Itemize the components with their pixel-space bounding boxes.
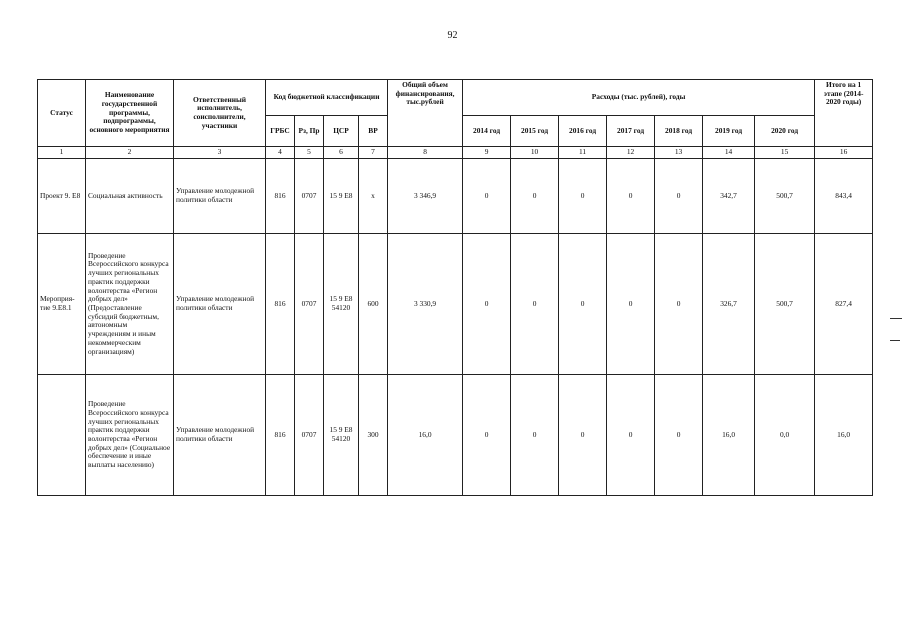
grbs-cell: 816 <box>266 234 295 375</box>
col-year-2018-header: 2018 год <box>655 116 703 147</box>
year-2018-cell: 0 <box>655 375 703 496</box>
year-2019-cell: 16,0 <box>703 375 755 496</box>
year-2020-cell: 0,0 <box>755 375 815 496</box>
budget-table <box>37 79 873 496</box>
year-2016-cell: 0 <box>559 159 607 234</box>
year-2019-cell: 326,7 <box>703 234 755 375</box>
itogo-cell: 16,0 <box>815 375 873 496</box>
col-budget-code-header: Код бюджетной классификации <box>266 80 388 116</box>
rzpr-cell: 0707 <box>295 234 324 375</box>
total-cell: 16,0 <box>388 375 463 496</box>
column-number: 14 <box>703 147 755 159</box>
col-itogo-header: Итого на 1 этапе (2014-2020 годы) <box>815 80 873 147</box>
year-2014-cell: 0 <box>463 375 511 496</box>
col-year-2017-header: 2017 год <box>607 116 655 147</box>
column-number: 9 <box>463 147 511 159</box>
total-cell: 3 330,9 <box>388 234 463 375</box>
column-number: 1 <box>38 147 86 159</box>
responsible-cell: Управление молодежной политики области <box>174 159 266 234</box>
column-number: 16 <box>815 147 873 159</box>
column-number: 8 <box>388 147 463 159</box>
year-2016-cell: 0 <box>559 234 607 375</box>
col-name-header: Наименование государственной программы, подпрограммы, основного мероприятия <box>86 80 174 147</box>
page-number: 92 <box>447 30 458 41</box>
responsible-cell: Управление молодежной политики области <box>174 234 266 375</box>
vr-cell: 600 <box>359 234 388 375</box>
csr-cell: 15 9 Е8 54120 <box>324 234 359 375</box>
column-number-row <box>38 147 873 159</box>
itogo-cell: 843,4 <box>815 159 873 234</box>
responsible-cell: Управление молодежной политики области <box>174 375 266 496</box>
header-row-1 <box>38 80 873 116</box>
column-number: 13 <box>655 147 703 159</box>
year-2016-cell: 0 <box>559 375 607 496</box>
rzpr-cell: 0707 <box>295 375 324 496</box>
year-2015-cell: 0 <box>511 375 559 496</box>
column-number: 4 <box>266 147 295 159</box>
grbs-cell: 816 <box>266 375 295 496</box>
status-cell: Мероприя-тие 9.Е8.1 <box>38 234 86 375</box>
total-cell: 3 346,9 <box>388 159 463 234</box>
rzpr-cell: 0707 <box>295 159 324 234</box>
vr-cell: х <box>359 159 388 234</box>
scan-mark <box>890 318 902 319</box>
itogo-cell: 827,4 <box>815 234 873 375</box>
column-number: 10 <box>511 147 559 159</box>
col-year-2019-header: 2019 год <box>703 116 755 147</box>
col-csr-header: ЦСР <box>324 116 359 147</box>
table-row <box>38 159 873 234</box>
name-cell: Социальная активность <box>86 159 174 234</box>
csr-cell: 15 9 Е8 <box>324 159 359 234</box>
column-number: 2 <box>86 147 174 159</box>
year-2014-cell: 0 <box>463 159 511 234</box>
year-2017-cell: 0 <box>607 375 655 496</box>
name-cell: Проведение Всероссийского конкурса лучших региональных практик поддержки волонтерства «Регион добрых дел» (Социальное обеспечение и иные выплаты населению) <box>86 375 174 496</box>
year-2017-cell: 0 <box>607 159 655 234</box>
col-grbs-header: ГРБС <box>266 116 295 147</box>
column-number: 3 <box>174 147 266 159</box>
vr-cell: 300 <box>359 375 388 496</box>
status-cell: Проект 9. Е8 <box>38 159 86 234</box>
col-year-2014-header: 2014 год <box>463 116 511 147</box>
year-2014-cell: 0 <box>463 234 511 375</box>
year-2020-cell: 500,7 <box>755 234 815 375</box>
col-vr-header: ВР <box>359 116 388 147</box>
column-number: 11 <box>559 147 607 159</box>
name-cell: Проведение Всероссийского конкурса лучших региональных практик поддержки волонтерства «Регион добрых дел» (Предоставление субсидий бюджетным, автономным учреждениям и иным некоммерческим организациям) <box>86 234 174 375</box>
year-2015-cell: 0 <box>511 234 559 375</box>
col-responsible-header: Ответственный исполнитель, соисполнители, участники <box>174 80 266 147</box>
col-total-header: Общий объем финансирования, тыс.рублей <box>388 80 463 147</box>
column-number: 5 <box>295 147 324 159</box>
column-number: 7 <box>359 147 388 159</box>
year-2017-cell: 0 <box>607 234 655 375</box>
col-year-2015-header: 2015 год <box>511 116 559 147</box>
year-2018-cell: 0 <box>655 234 703 375</box>
col-year-2016-header: 2016 год <box>559 116 607 147</box>
col-expenses-header: Расходы (тыс. рублей), годы <box>463 80 815 116</box>
col-status-header: Статус <box>38 80 86 147</box>
scan-mark <box>890 340 900 341</box>
column-number: 6 <box>324 147 359 159</box>
year-2019-cell: 342,7 <box>703 159 755 234</box>
col-rzpr-header: Рз, Пр <box>295 116 324 147</box>
table-row <box>38 234 873 375</box>
col-year-2020-header: 2020 год <box>755 116 815 147</box>
year-2015-cell: 0 <box>511 159 559 234</box>
year-2018-cell: 0 <box>655 159 703 234</box>
status-cell <box>38 375 86 496</box>
year-2020-cell: 500,7 <box>755 159 815 234</box>
csr-cell: 15 9 Е8 54120 <box>324 375 359 496</box>
grbs-cell: 816 <box>266 159 295 234</box>
column-number: 15 <box>755 147 815 159</box>
table-row <box>38 375 873 496</box>
column-number: 12 <box>607 147 655 159</box>
